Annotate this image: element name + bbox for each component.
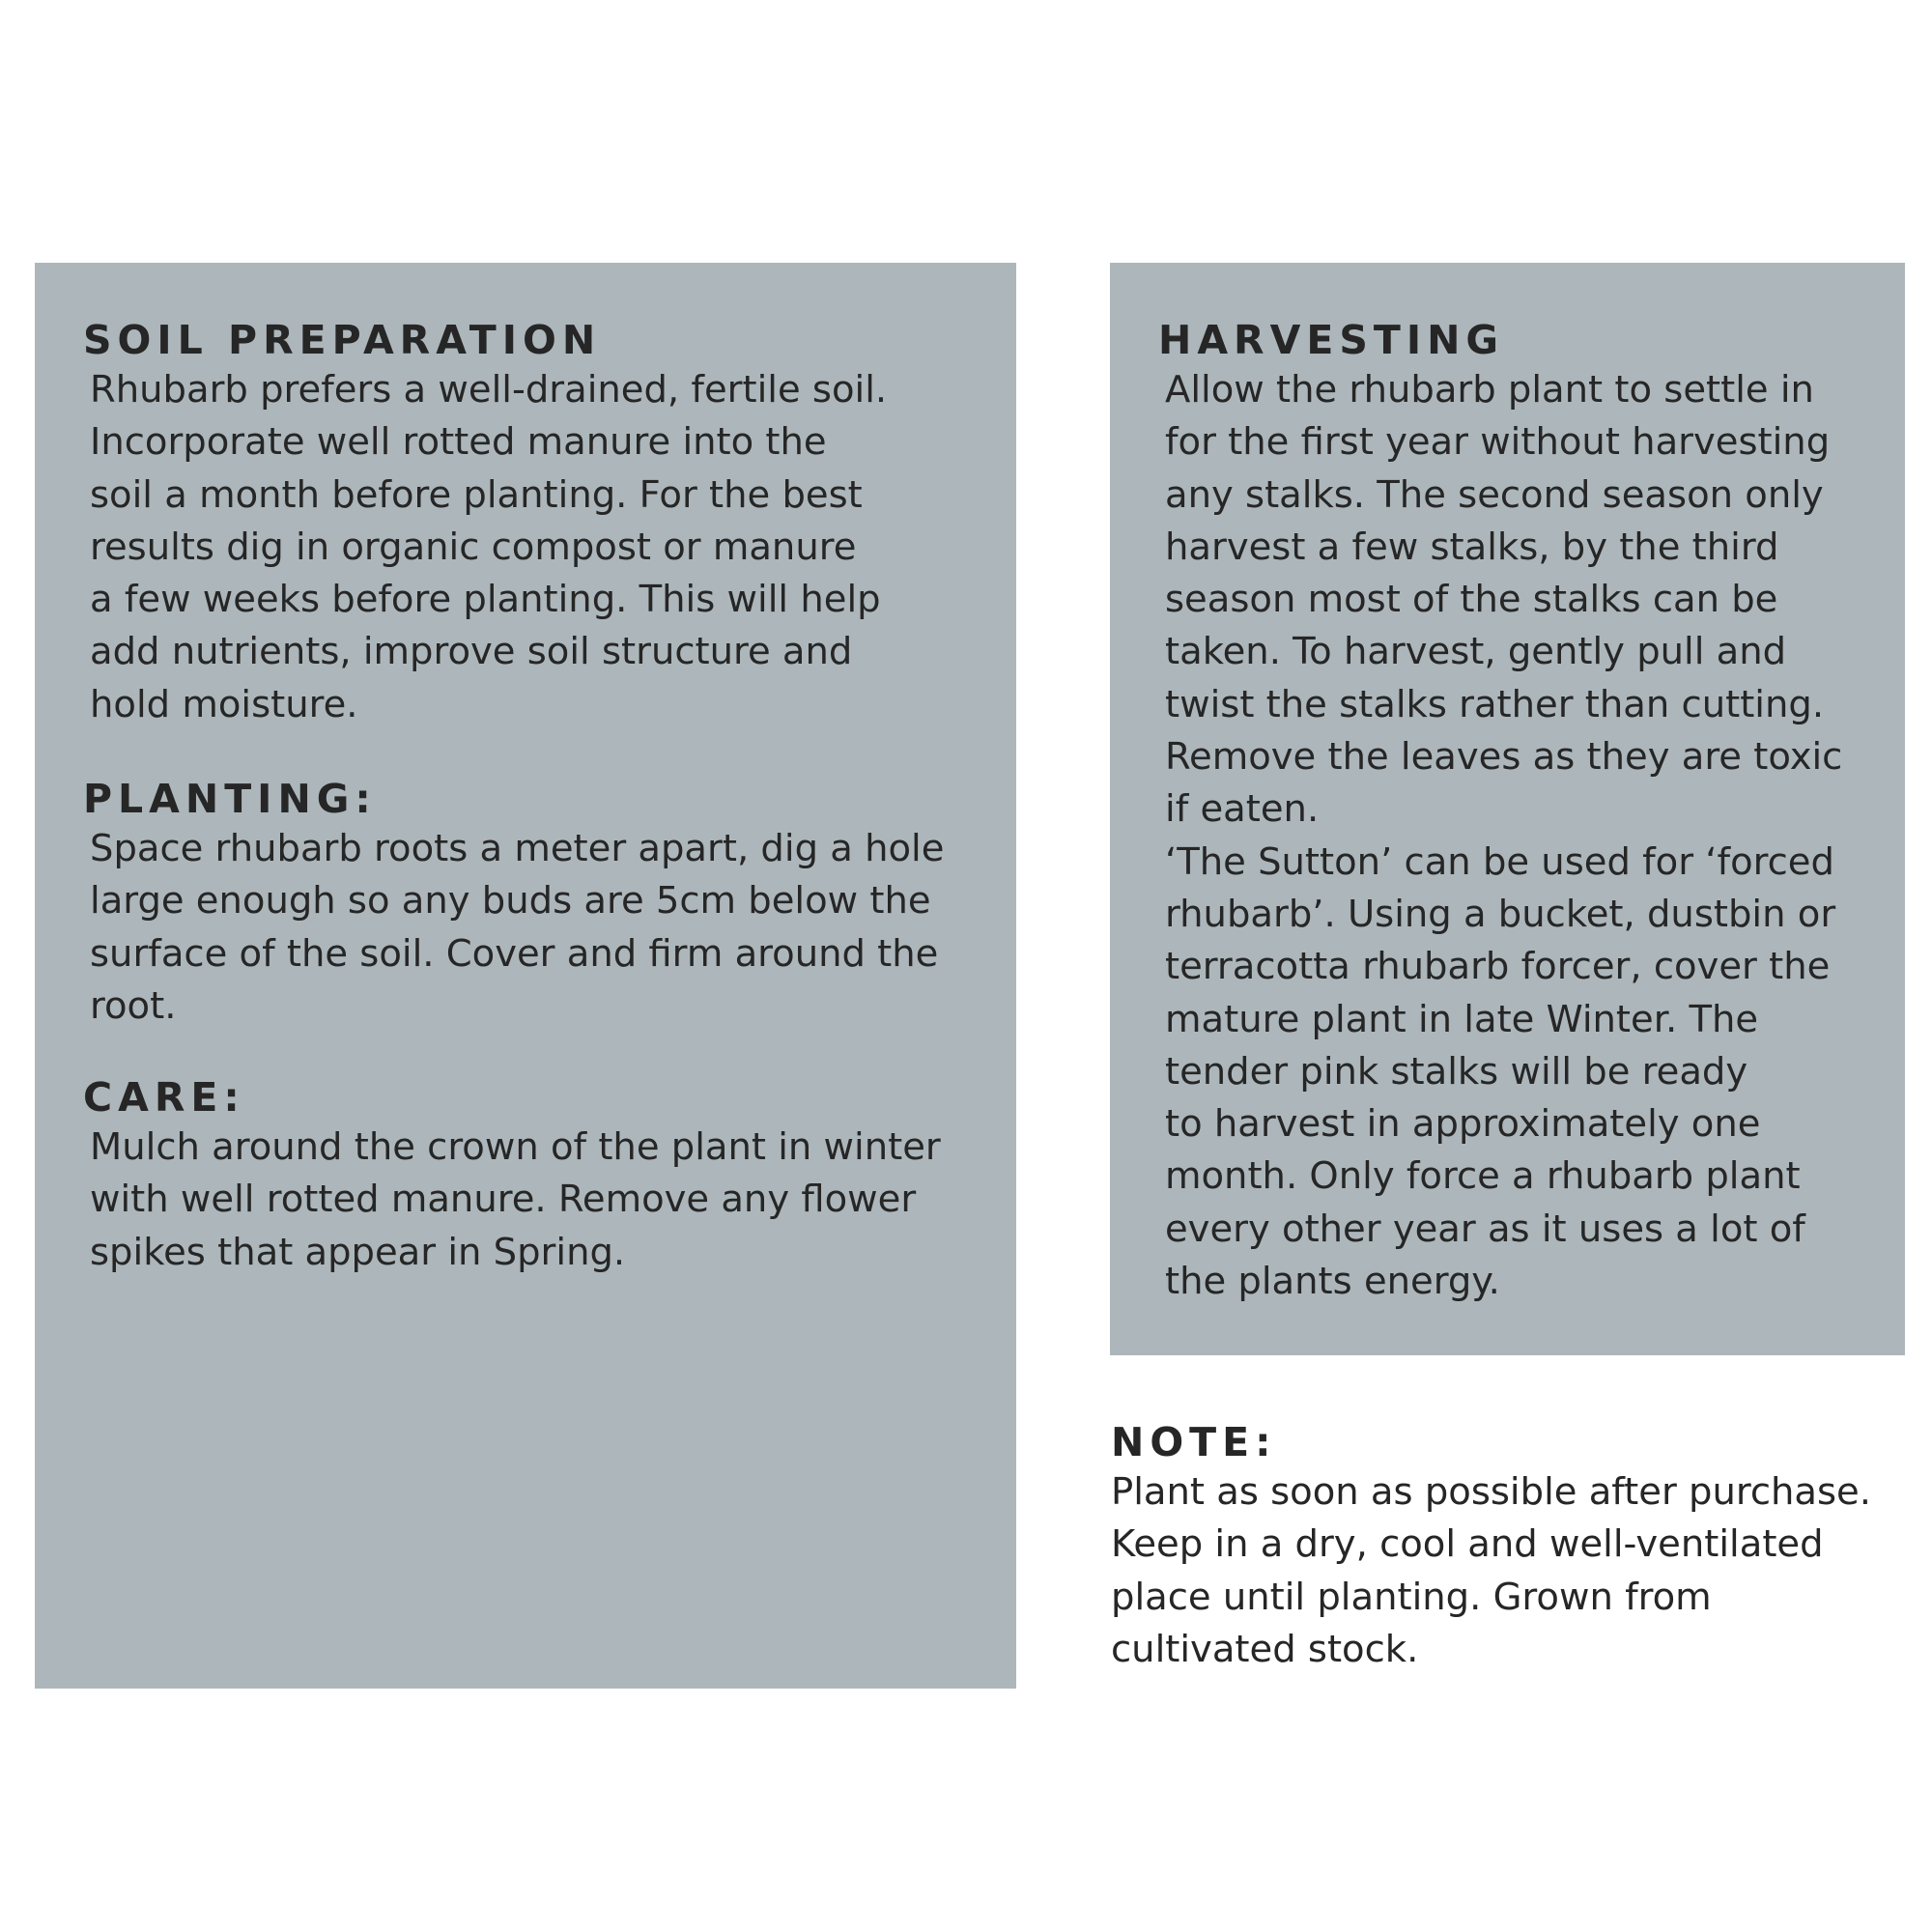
note-text (1111, 1466, 1871, 1676)
text-line: Allow the rhubarb plant to settle in (1165, 368, 1814, 412)
text-line: month. Only force a rhubarb plant (1165, 1154, 1801, 1199)
text-line: if eaten. (1165, 787, 1320, 832)
text-line: place until planting. Grown from (1111, 1575, 1712, 1619)
text-line: every other year as it uses a lot of (1165, 1207, 1805, 1251)
text-line: terracotta rhubarb forcer, cover the (1165, 945, 1831, 989)
note-heading: NOTE: (1111, 1419, 1277, 1465)
harvesting-text (1165, 364, 1842, 1308)
text-line: large enough so any buds are 5cm below the (90, 879, 931, 923)
care-text (90, 1122, 941, 1279)
text-line: season most of the stalks can be (1165, 578, 1778, 622)
text-line: the plants energy. (1165, 1260, 1500, 1304)
soil-preparation-section (83, 316, 887, 731)
text-line: harvest a few stalks, by the third (1165, 525, 1779, 569)
text-line: with well rotted manure. Remove any flower (90, 1178, 917, 1222)
text-line: a few weeks before planting. This will help (90, 578, 881, 622)
care-section (83, 1073, 941, 1279)
text-line: hold moisture. (90, 682, 358, 726)
planting-section (83, 775, 944, 1033)
text-line: tender pink stalks will be ready (1165, 1049, 1748, 1094)
soil-preparation-heading: SOIL PREPARATION (83, 317, 602, 363)
text-line: Plant as soon as possible after purchase. (1111, 1470, 1871, 1514)
text-line: Rhubarb prefers a well-drained, fertile soil. (90, 368, 888, 412)
text-line: twist the stalks rather than cutting. (1165, 682, 1825, 726)
text-line: rhubarb’. Using a bucket, dustbin or (1165, 892, 1836, 936)
text-line: any stalks. The second season only (1165, 472, 1824, 517)
text-line: root. (90, 983, 177, 1028)
care-heading: CARE: (83, 1074, 245, 1121)
text-line: Remove the leaves as they are toxic (1165, 735, 1843, 780)
text-line: surface of the soil. Cover and firm around the (90, 931, 939, 976)
text-line: Space rhubarb roots a meter apart, dig a hole (90, 827, 945, 870)
text-line: mature plant in late Winter. The (1165, 997, 1759, 1041)
text-line: Mulch around the crown of the plant in winter (90, 1125, 941, 1169)
text-line: results dig in organic compost or manure (90, 525, 857, 569)
note-section (1111, 1418, 1871, 1676)
text-line: ‘The Sutton’ can be used for ‘forced (1165, 839, 1834, 884)
text-line: taken. To harvest, gently pull and (1165, 630, 1787, 674)
text-line: Keep in a dry, cool and well-ventilated (1111, 1522, 1824, 1567)
text-line: to harvest in approximately one (1165, 1102, 1761, 1147)
text-line: spikes that appear in Spring. (90, 1230, 626, 1274)
soil-preparation-text (90, 364, 887, 731)
harvesting-section (1158, 316, 1842, 1308)
text-line: add nutrients, improve soil structure and (90, 630, 853, 674)
text-line: for the first year without harvesting (1165, 420, 1831, 465)
text-line: Incorporate well rotted manure into the (90, 420, 827, 465)
text-line: cultivated stock. (1111, 1627, 1419, 1671)
planting-heading: PLANTING: (83, 776, 377, 822)
harvesting-heading: HARVESTING (1158, 317, 1505, 363)
text-line: soil a month before planting. For the best (90, 472, 863, 517)
planting-text (90, 823, 944, 1033)
